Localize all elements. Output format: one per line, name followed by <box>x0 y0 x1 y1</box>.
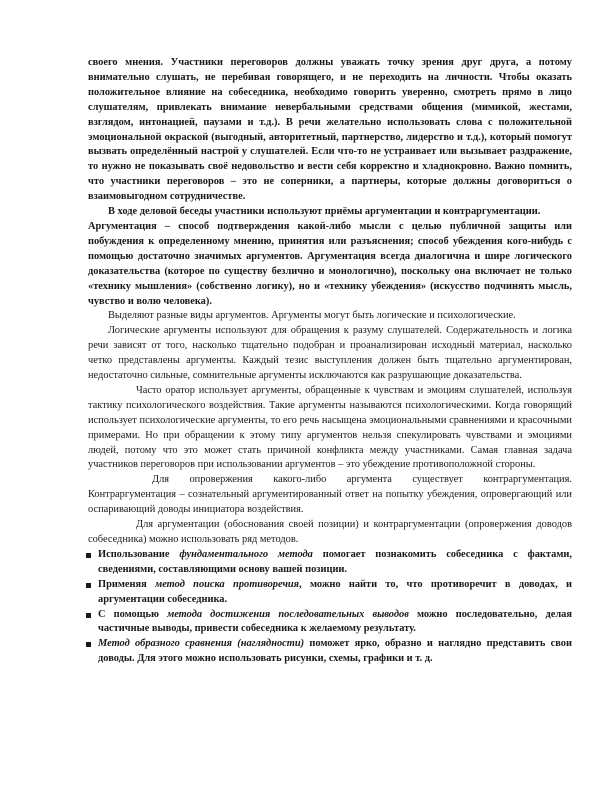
paragraph-counterargumentation: Для опровержения какого-либо аргумента существует контраргументация. Контраргументация – сознательный аргументированный ответ на попытку убеждения, опровергающий или оспаривающий доводы инициатора воздействия. <box>88 474 572 516</box>
paragraph-argument-types: Выделяют разные виды аргументов. Аргументы могут быть логические и психологические. <box>108 310 516 322</box>
bullet-square-icon <box>86 583 91 588</box>
list-item: С помощью метода достижения последовательных выводов можно последовательно, делая частичные выводы, привести собеседника к желаемому результату. <box>88 608 572 638</box>
list-item: Применяя метод поиска противоречия, можно найти то, что противоречит в доводах, и аргументации собеседника. <box>88 578 572 608</box>
paragraph-negotiation-etiquette: своего мнения. Участники переговоров должны уважать точку зрения друг друга, а потому внимательно слушать, не перебивая говорящего, и не переходить на личности. Чтобы оказать положительное влияние на собеседника, необходимо говорить уверенно, смотреть прямо в лицо слушателям, привлекать внимание невербальными средствами общения (мимикой, жестами, взглядом, интонацией, паузами и т.д.). В речи желательно использовать слова с положительной эмоциональной окраской (выгодный, авторитетный, партнерство, лидерство и т.д.), который помогут вызвать определённый настрой у слушателей. Если что-то не устраивает или вызывает раздражение, то нужно не показывать своё недовольство и вести себя корректно и хладнокровно. Важно помнить, что участники переговоров – это не соперники, а партнеры, которые должны договориться о взаимовыгодном сотрудничестве. <box>88 57 572 203</box>
bullet-square-icon <box>86 613 91 618</box>
methods-list <box>88 548 572 667</box>
paragraph-argumentation-definition: Аргументация – способ подтверждения какой-либо мысли с целью публичной защиты или побуждения к определенному мнению, принятия или разъяснения; способ убеждения кого-нибудь с помощью достаточно значимых аргументов. Аргументация всегда диалогична и шире логического доказательства (которое по существу безлично и монологично), поскольку она включает не только «технику мышления» (собственно логику), но и «технику убеждения» (искусство подчинять мысль, чувство и волю человека). <box>88 220 572 307</box>
method-name: метод поиска противоречия <box>155 578 300 590</box>
bullet-square-icon <box>86 553 91 558</box>
method-name: фундаментального метода <box>179 548 313 560</box>
document-page <box>88 56 572 667</box>
paragraph-methods-intro: Для аргументации (обоснования своей позиции) и контраргументации (опровержения доводов собеседника) можно использовать ряд методов. <box>88 519 572 545</box>
paragraph-argumentation-intro: В ходе деловой беседы участники используют приёмы аргументации и контраргументации. <box>108 206 541 218</box>
method-name: Метод образного сравнения (наглядности) <box>98 638 305 650</box>
paragraph-logical-arguments: Логические аргументы используют для обращения к разуму слушателей. Содержательность и логика речи зависят от того, насколько тщательно подобран и проанализирован исходный материал, насколько четко представлены аргументы. Каждый тезис выступления должен быть тщательно аргументирован, недостаточно сильные, сомнительные аргументы исключаются как разрушающие доказательства. <box>88 325 572 382</box>
bullet-square-icon <box>86 642 91 647</box>
list-item: Метод образного сравнения (наглядности) поможет ярко, образно и наглядно представить свои доводы. Для этого можно использовать рисунки, схемы, графики и т. д. <box>88 637 572 667</box>
method-name: метода достижения последовательных выводов <box>167 608 409 620</box>
paragraph-psychological-arguments: Часто оратор использует аргументы, обращенные к чувствам и эмоциям слушателей, используя тактику психологического воздействия. Такие аргументы называются психологическими. Когда говорящий использует психологические аргументы, то его речь насыщена эмоциональными сравнениями и красочными примерами. Но при обращении к этому типу аргументов нельзя спекулировать чувствами и эмоциями людей, потому что это может стать причиной конфликта между участниками. Самая главная задача участников переговоров при использовании аргументов – это убеждение противоположной стороны. <box>88 384 572 471</box>
list-item: Использование фундаментального метода помогает познакомить собеседника с фактами, сведениями, составляющими основу вашей позиции. <box>88 548 572 578</box>
